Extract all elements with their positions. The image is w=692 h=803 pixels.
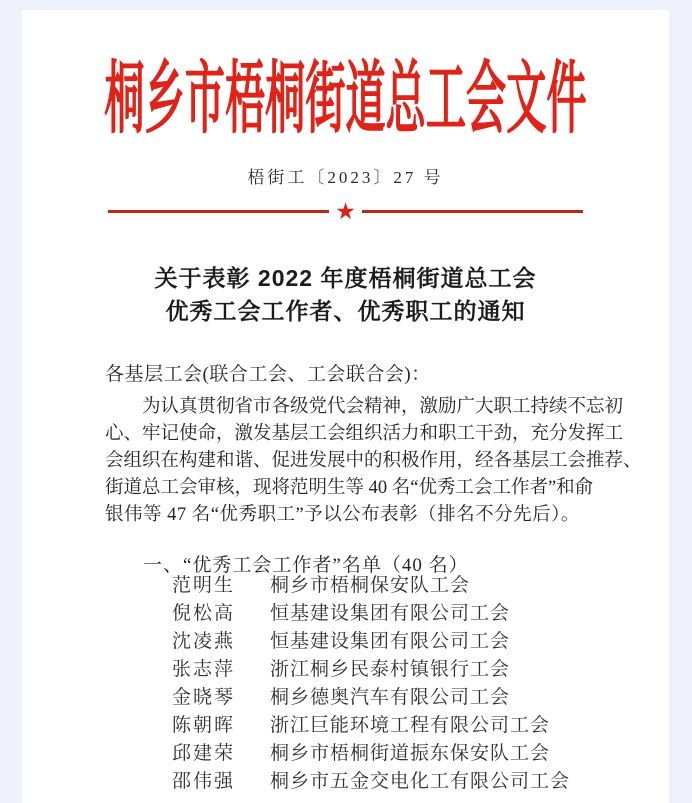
awardee-name: 邵伟强 — [172, 771, 236, 792]
awardee-list — [22, 572, 669, 796]
awardee-org: 桐乡德奥汽车有限公司工会 — [270, 687, 511, 708]
section-heading-awardee-list: 一、“优秀工会工作者”名单（40 名） — [143, 555, 469, 576]
awardee-name: 金晓琴 — [172, 687, 236, 708]
list-item — [22, 572, 669, 600]
awardee-name: 张志萍 — [172, 659, 236, 680]
list-item — [22, 712, 669, 740]
awardee-org: 恒基建设集团有限公司工会 — [270, 631, 511, 652]
awardee-name: 沈凌燕 — [172, 631, 236, 652]
list-item — [22, 740, 669, 768]
divider-line-left — [108, 210, 329, 213]
divider-line-right — [362, 210, 583, 213]
notice-title-line-1: 关于表彰 2022 年度梧桐街道总工会 — [154, 265, 537, 291]
body-line: 为认真贯彻省市各级党代会精神，激励广大职工持续不忘初 — [142, 397, 624, 417]
salutation: 各基层工会(联合工会、工会联合会)： — [105, 364, 431, 385]
body-line: 心、牢记使命，激发基层工会组织活力和职工干劲，充分发挥工 — [105, 424, 624, 444]
awardee-org: 浙江桐乡民泰村镇银行工会 — [270, 659, 511, 680]
body-line: 银伟等 47 名“优秀职工”予以公布表彰（排名不分先后）。 — [105, 505, 580, 525]
document-page — [22, 10, 669, 803]
awardee-name: 陈朝晖 — [172, 715, 236, 736]
list-item — [22, 768, 669, 796]
awardee-org: 桐乡市五金交电化工有限公司工会 — [270, 771, 571, 792]
awardee-org: 恒基建设集团有限公司工会 — [270, 603, 511, 624]
awardee-org: 桐乡市梧桐街道振东保安队工会 — [270, 743, 551, 764]
list-item — [22, 656, 669, 684]
document-header-title: 桐乡市梧桐街道总工会文件 — [104, 54, 587, 143]
body-line: 街道总工会审核，现将范明生等 40 名“优秀工会工作者”和俞 — [105, 478, 594, 498]
star-icon: ★ — [335, 198, 356, 224]
list-item — [22, 600, 669, 628]
list-item — [22, 684, 669, 712]
awardee-name: 倪松高 — [172, 603, 236, 624]
document-number: 梧街工〔2023〕27 号 — [247, 168, 444, 187]
list-item — [22, 628, 669, 656]
awardee-org: 浙江巨能环境工程有限公司工会 — [270, 715, 551, 736]
body-line: 会组织在构建和谐、促进发展中的积极作用，经各基层工会推荐、 — [105, 451, 642, 471]
body-paragraph — [105, 394, 642, 529]
awardee-org: 桐乡市梧桐保安队工会 — [270, 575, 471, 596]
notice-title-line-2: 优秀工会工作者、优秀职工的通知 — [165, 298, 526, 324]
awardee-name: 邱建荣 — [172, 743, 236, 764]
red-divider — [108, 199, 583, 223]
awardee-name: 范明生 — [172, 575, 236, 596]
notice-title — [22, 262, 669, 328]
